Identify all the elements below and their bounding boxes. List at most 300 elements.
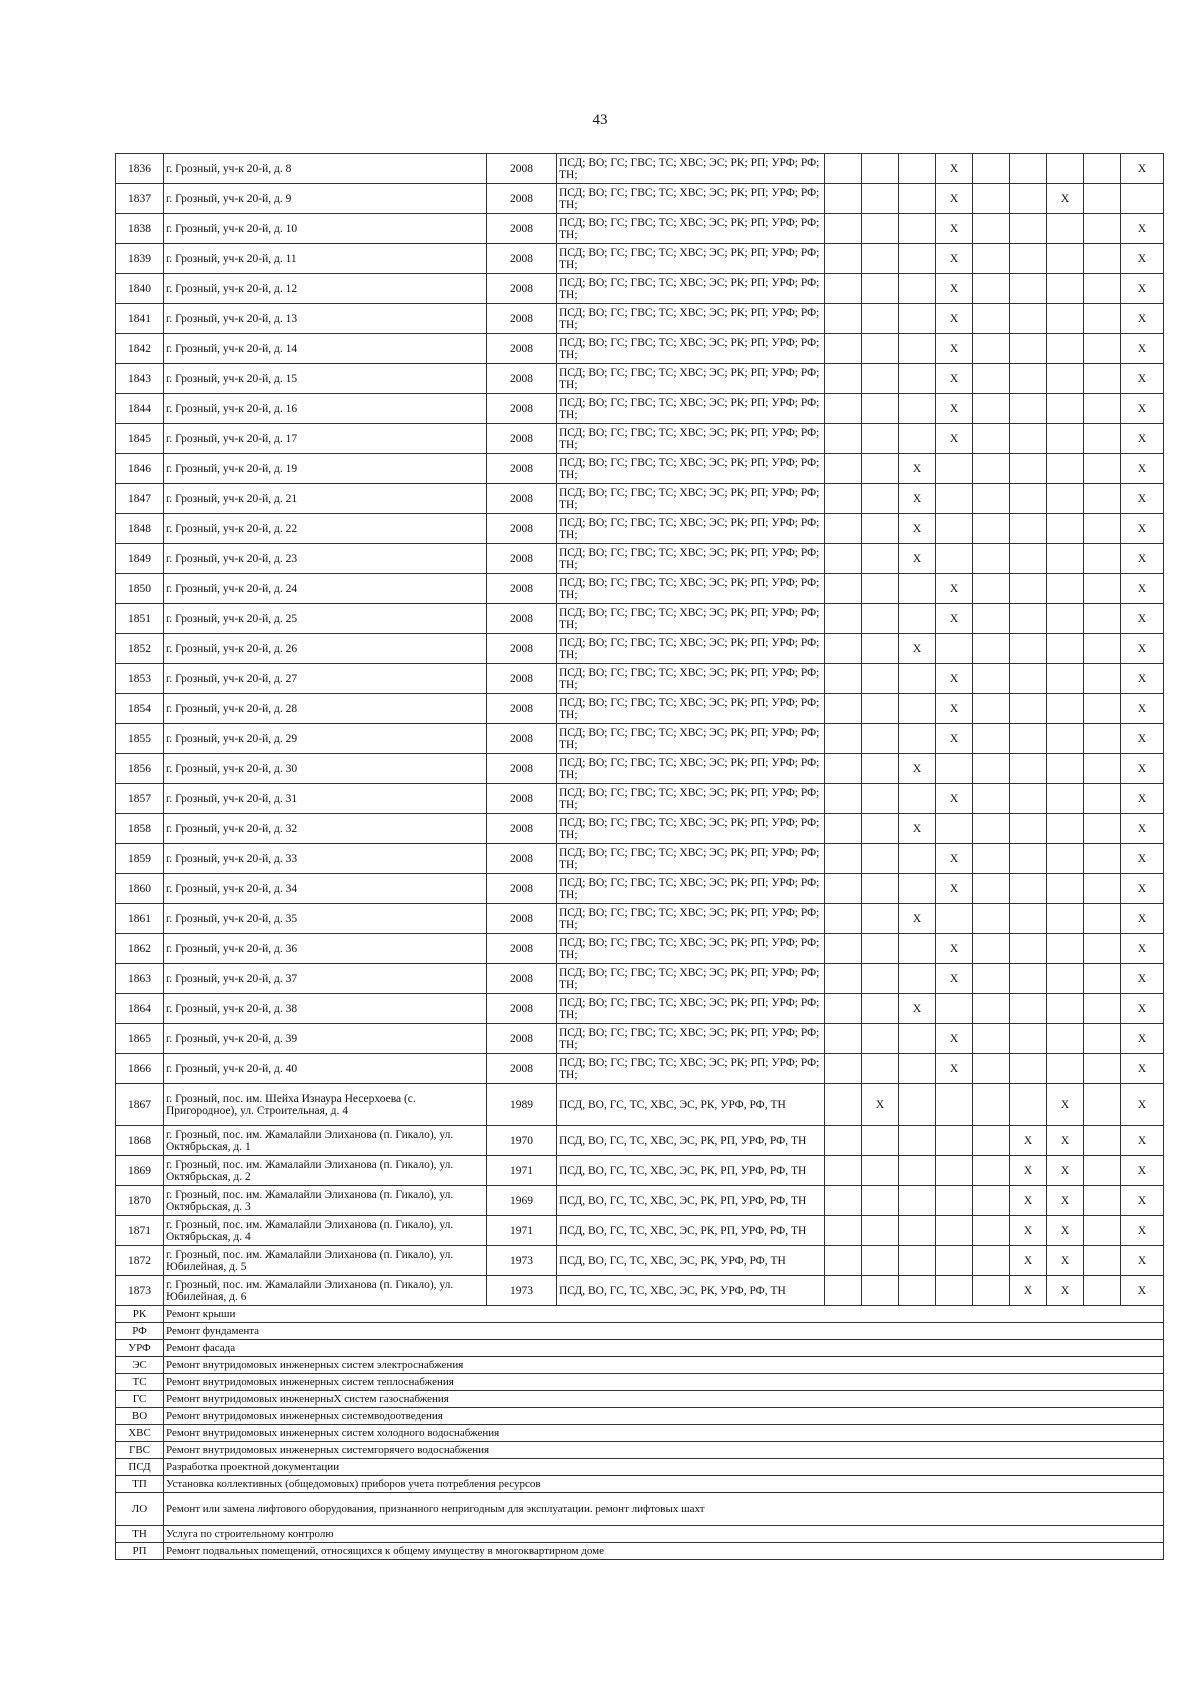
- legend-code: ТП: [116, 1476, 164, 1493]
- mark-cell: [1010, 304, 1047, 334]
- mark-cell: X: [936, 964, 973, 994]
- works-cell: ПСД; ВО; ГС; ГВС; ТС; ХВС; ЭС; РК; РП; УРФ; РФ; ТН;: [557, 454, 825, 484]
- year-cell: 1973: [487, 1276, 557, 1306]
- mark-cell: [1047, 364, 1084, 394]
- table-row: [116, 274, 1164, 304]
- row-number: 1853: [116, 664, 164, 694]
- mark-cell: X: [936, 694, 973, 724]
- mark-cell: [862, 814, 899, 844]
- mark-cell: [1084, 1126, 1121, 1156]
- address-cell: г. Грозный, уч-к 20-й, д. 15: [164, 364, 487, 394]
- address-cell: г. Грозный, уч-к 20-й, д. 29: [164, 724, 487, 754]
- year-cell: 1970: [487, 1126, 557, 1156]
- mark-cell: [973, 574, 1010, 604]
- mark-cell: [862, 1054, 899, 1084]
- mark-cell: [825, 1084, 862, 1126]
- address-cell: г. Грозный, уч-к 20-й, д. 25: [164, 604, 487, 634]
- mark-cell: [825, 1126, 862, 1156]
- mark-cell: [825, 1186, 862, 1216]
- mark-cell: X: [1121, 1156, 1164, 1186]
- mark-cell: [936, 904, 973, 934]
- mark-cell: [973, 424, 1010, 454]
- mark-cell: [1010, 514, 1047, 544]
- mark-cell: [899, 1246, 936, 1276]
- legend-code: РФ: [116, 1323, 164, 1340]
- mark-cell: [1084, 604, 1121, 634]
- table-row: [116, 994, 1164, 1024]
- mark-cell: [1047, 634, 1084, 664]
- mark-cell: [862, 904, 899, 934]
- mark-cell: [973, 634, 1010, 664]
- mark-cell: [973, 814, 1010, 844]
- mark-cell: X: [899, 994, 936, 1024]
- row-number: 1838: [116, 214, 164, 244]
- address-cell: г. Грозный, уч-к 20-й, д. 22: [164, 514, 487, 544]
- mark-cell: [825, 934, 862, 964]
- legend-code: РК: [116, 1306, 164, 1323]
- row-number: 1858: [116, 814, 164, 844]
- works-cell: ПСД; ВО; ГС; ГВС; ТС; ХВС; ЭС; РК; РП; УРФ; РФ; ТН;: [557, 304, 825, 334]
- year-cell: 2008: [487, 424, 557, 454]
- mark-cell: X: [1010, 1276, 1047, 1306]
- mark-cell: [973, 1246, 1010, 1276]
- mark-cell: X: [1121, 1216, 1164, 1246]
- mark-cell: [1084, 874, 1121, 904]
- mark-cell: [1010, 454, 1047, 484]
- mark-cell: X: [1121, 1054, 1164, 1084]
- mark-cell: [862, 754, 899, 784]
- row-number: 1855: [116, 724, 164, 754]
- mark-cell: X: [1047, 1186, 1084, 1216]
- mark-cell: X: [1047, 184, 1084, 214]
- legend-code: ЛО: [116, 1493, 164, 1526]
- mark-cell: [973, 934, 1010, 964]
- mark-cell: [1010, 874, 1047, 904]
- works-cell: ПСД; ВО; ГС; ГВС; ТС; ХВС; ЭС; РК; РП; УРФ; РФ; ТН;: [557, 724, 825, 754]
- mark-cell: [862, 184, 899, 214]
- address-cell: г. Грозный, уч-к 20-й, д. 11: [164, 244, 487, 274]
- row-number: 1845: [116, 424, 164, 454]
- mark-cell: X: [936, 574, 973, 604]
- address-cell: г. Грозный, уч-к 20-й, д. 26: [164, 634, 487, 664]
- mark-cell: [862, 664, 899, 694]
- mark-cell: [899, 1186, 936, 1216]
- mark-cell: [825, 964, 862, 994]
- mark-cell: X: [1010, 1126, 1047, 1156]
- mark-cell: [936, 1186, 973, 1216]
- mark-cell: [1010, 1054, 1047, 1084]
- legend-row: [116, 1357, 1164, 1374]
- mark-cell: [825, 154, 862, 184]
- mark-cell: [825, 754, 862, 784]
- mark-cell: [825, 1024, 862, 1054]
- table-row: [116, 964, 1164, 994]
- legend-text: Ремонт внутридомовых инженерных систем теплоснабжения: [164, 1374, 1164, 1391]
- row-number: 1843: [116, 364, 164, 394]
- mark-cell: [1084, 634, 1121, 664]
- mark-cell: [1084, 694, 1121, 724]
- row-number: 1854: [116, 694, 164, 724]
- legend-code: УРФ: [116, 1340, 164, 1357]
- year-cell: 2008: [487, 904, 557, 934]
- mark-cell: [1084, 754, 1121, 784]
- mark-cell: [825, 544, 862, 574]
- legend-text: Ремонт фасада: [164, 1340, 1164, 1357]
- mark-cell: [825, 1246, 862, 1276]
- row-number: 1864: [116, 994, 164, 1024]
- mark-cell: [862, 604, 899, 634]
- mark-cell: [825, 814, 862, 844]
- works-cell: ПСД; ВО; ГС; ГВС; ТС; ХВС; ЭС; РК; РП; УРФ; РФ; ТН;: [557, 334, 825, 364]
- row-number: 1865: [116, 1024, 164, 1054]
- address-cell: г. Грозный, уч-к 20-й, д. 37: [164, 964, 487, 994]
- mark-cell: X: [899, 754, 936, 784]
- mark-cell: [899, 1216, 936, 1246]
- row-number: 1851: [116, 604, 164, 634]
- mark-cell: X: [899, 634, 936, 664]
- legend-row: [116, 1543, 1164, 1560]
- works-cell: ПСД; ВО; ГС; ГВС; ТС; ХВС; ЭС; РК; РП; УРФ; РФ; ТН;: [557, 994, 825, 1024]
- year-cell: 1973: [487, 1246, 557, 1276]
- address-cell: г. Грозный, уч-к 20-й, д. 35: [164, 904, 487, 934]
- mark-cell: [862, 304, 899, 334]
- mark-cell: [1047, 424, 1084, 454]
- mark-cell: [1047, 154, 1084, 184]
- mark-cell: [1084, 994, 1121, 1024]
- mark-cell: [973, 1054, 1010, 1084]
- mark-cell: [973, 394, 1010, 424]
- mark-cell: [973, 1216, 1010, 1246]
- mark-cell: [1010, 664, 1047, 694]
- row-number: 1842: [116, 334, 164, 364]
- mark-cell: [825, 184, 862, 214]
- legend-text: Ремонт внутридомовых инженерных системводоотведения: [164, 1408, 1164, 1425]
- mark-cell: X: [1047, 1084, 1084, 1126]
- mark-cell: [1010, 904, 1047, 934]
- works-cell: ПСД; ВО; ГС; ГВС; ТС; ХВС; ЭС; РК; РП; УРФ; РФ; ТН;: [557, 274, 825, 304]
- mark-cell: X: [936, 184, 973, 214]
- table-row: [116, 214, 1164, 244]
- mark-cell: [899, 934, 936, 964]
- year-cell: 2008: [487, 574, 557, 604]
- mark-cell: [1047, 1054, 1084, 1084]
- mark-cell: [862, 1186, 899, 1216]
- mark-cell: [899, 604, 936, 634]
- mark-cell: [862, 964, 899, 994]
- mark-cell: [862, 1126, 899, 1156]
- mark-cell: [1010, 424, 1047, 454]
- legend-row: [116, 1408, 1164, 1425]
- works-cell: ПСД; ВО; ГС; ГВС; ТС; ХВС; ЭС; РК; РП; УРФ; РФ; ТН;: [557, 694, 825, 724]
- mark-cell: [899, 394, 936, 424]
- mark-cell: [936, 484, 973, 514]
- mark-cell: X: [1121, 724, 1164, 754]
- mark-cell: X: [1121, 814, 1164, 844]
- mark-cell: [1047, 784, 1084, 814]
- address-cell: г. Грозный, пос. им. Жамалайли Элиханова (п. Гикало), ул. Октябрьская, д. 3: [164, 1186, 487, 1216]
- mark-cell: [1084, 514, 1121, 544]
- row-number: 1856: [116, 754, 164, 784]
- mark-cell: [936, 1276, 973, 1306]
- mark-cell: [973, 1276, 1010, 1306]
- mark-cell: [973, 1084, 1010, 1126]
- mark-cell: X: [1121, 484, 1164, 514]
- mark-cell: X: [1121, 1084, 1164, 1126]
- year-cell: 2008: [487, 724, 557, 754]
- legend-code: ГВС: [116, 1442, 164, 1459]
- mark-cell: [862, 1156, 899, 1186]
- mark-cell: X: [1121, 214, 1164, 244]
- row-number: 1868: [116, 1126, 164, 1156]
- mark-cell: X: [1121, 904, 1164, 934]
- mark-cell: [1084, 964, 1121, 994]
- works-cell: ПСД; ВО; ГС; ГВС; ТС; ХВС; ЭС; РК; РП; УРФ; РФ; ТН;: [557, 964, 825, 994]
- mark-cell: [1010, 784, 1047, 814]
- mark-cell: [973, 754, 1010, 784]
- row-number: 1839: [116, 244, 164, 274]
- mark-cell: [1010, 214, 1047, 244]
- works-cell: ПСД; ВО; ГС; ГВС; ТС; ХВС; ЭС; РК; РП; УРФ; РФ; ТН;: [557, 184, 825, 214]
- mark-cell: X: [936, 334, 973, 364]
- table-row: [116, 1156, 1164, 1186]
- works-cell: ПСД; ВО; ГС; ГВС; ТС; ХВС; ЭС; РК; РП; УРФ; РФ; ТН;: [557, 1024, 825, 1054]
- year-cell: 2008: [487, 844, 557, 874]
- mark-cell: [862, 424, 899, 454]
- mark-cell: [899, 694, 936, 724]
- mark-cell: [1084, 334, 1121, 364]
- mark-cell: [825, 694, 862, 724]
- mark-cell: X: [1121, 574, 1164, 604]
- mark-cell: [899, 334, 936, 364]
- mark-cell: [1010, 844, 1047, 874]
- mark-cell: X: [1121, 514, 1164, 544]
- mark-cell: [936, 994, 973, 1024]
- mark-cell: X: [1010, 1156, 1047, 1186]
- address-cell: г. Грозный, уч-к 20-й, д. 9: [164, 184, 487, 214]
- mark-cell: [973, 244, 1010, 274]
- mark-cell: X: [1121, 934, 1164, 964]
- mark-cell: [936, 814, 973, 844]
- year-cell: 2008: [487, 634, 557, 664]
- mark-cell: [862, 784, 899, 814]
- legend-row: [116, 1391, 1164, 1408]
- address-cell: г. Грозный, уч-к 20-й, д. 33: [164, 844, 487, 874]
- mark-cell: [862, 1246, 899, 1276]
- mark-cell: [1010, 574, 1047, 604]
- mark-cell: [1084, 454, 1121, 484]
- legend-text: Разработка проектной документации: [164, 1459, 1164, 1476]
- mark-cell: [1047, 574, 1084, 604]
- mark-cell: X: [899, 454, 936, 484]
- mark-cell: X: [936, 934, 973, 964]
- table-row: [116, 454, 1164, 484]
- mark-cell: [936, 1216, 973, 1246]
- mark-cell: [1047, 274, 1084, 304]
- row-number: 1859: [116, 844, 164, 874]
- legend-row: [116, 1476, 1164, 1493]
- mark-cell: X: [1121, 844, 1164, 874]
- mark-cell: X: [1121, 154, 1164, 184]
- year-cell: 2008: [487, 154, 557, 184]
- mark-cell: X: [899, 814, 936, 844]
- address-cell: г. Грозный, уч-к 20-й, д. 36: [164, 934, 487, 964]
- mark-cell: [862, 694, 899, 724]
- row-number: 1847: [116, 484, 164, 514]
- address-cell: г. Грозный, уч-к 20-й, д. 13: [164, 304, 487, 334]
- mark-cell: X: [899, 904, 936, 934]
- mark-cell: [1084, 934, 1121, 964]
- works-cell: ПСД; ВО; ГС; ГВС; ТС; ХВС; ЭС; РК; РП; УРФ; РФ; ТН;: [557, 1054, 825, 1084]
- works-cell: ПСД; ВО; ГС; ГВС; ТС; ХВС; ЭС; РК; РП; УРФ; РФ; ТН;: [557, 784, 825, 814]
- mark-cell: X: [936, 844, 973, 874]
- mark-cell: X: [1047, 1156, 1084, 1186]
- mark-cell: [862, 874, 899, 904]
- row-number: 1869: [116, 1156, 164, 1186]
- mark-cell: X: [1121, 1024, 1164, 1054]
- table-row: [116, 1246, 1164, 1276]
- mark-cell: [899, 424, 936, 454]
- mark-cell: [973, 964, 1010, 994]
- mark-cell: X: [899, 544, 936, 574]
- mark-cell: [936, 1084, 973, 1126]
- table-row: [116, 634, 1164, 664]
- mark-cell: [1010, 484, 1047, 514]
- address-cell: г. Грозный, пос. им. Жамалайли Элиханова (п. Гикало), ул. Юбилейная, д. 6: [164, 1276, 487, 1306]
- year-cell: 2008: [487, 184, 557, 214]
- mark-cell: [825, 334, 862, 364]
- mark-cell: [825, 214, 862, 244]
- works-cell: ПСД; ВО; ГС; ГВС; ТС; ХВС; ЭС; РК; РП; УРФ; РФ; ТН;: [557, 424, 825, 454]
- mark-cell: [825, 574, 862, 604]
- page-number: 43: [592, 112, 608, 128]
- mark-cell: [862, 934, 899, 964]
- mark-cell: [862, 634, 899, 664]
- table-row: [116, 1186, 1164, 1216]
- table-row: [116, 304, 1164, 334]
- mark-cell: [862, 994, 899, 1024]
- works-cell: ПСД; ВО; ГС; ГВС; ТС; ХВС; ЭС; РК; РП; УРФ; РФ; ТН;: [557, 244, 825, 274]
- mark-cell: [1047, 994, 1084, 1024]
- address-cell: г. Грозный, уч-к 20-й, д. 16: [164, 394, 487, 424]
- legend-code: ЭС: [116, 1357, 164, 1374]
- mark-cell: [899, 304, 936, 334]
- mark-cell: X: [1047, 1126, 1084, 1156]
- address-cell: г. Грозный, уч-к 20-й, д. 30: [164, 754, 487, 784]
- legend-row: [116, 1526, 1164, 1543]
- mark-cell: [973, 184, 1010, 214]
- mark-cell: [1084, 1216, 1121, 1246]
- mark-cell: [1010, 1084, 1047, 1126]
- table-row: [116, 1084, 1164, 1126]
- mark-cell: [899, 1276, 936, 1306]
- mark-cell: [899, 184, 936, 214]
- year-cell: 2008: [487, 454, 557, 484]
- row-number: 1836: [116, 154, 164, 184]
- year-cell: 2008: [487, 604, 557, 634]
- mark-cell: [825, 1156, 862, 1186]
- legend-code: ТС: [116, 1374, 164, 1391]
- works-cell: ПСД, ВО, ГС, ТС, ХВС, ЭС, РК, РП, УРФ, РФ, ТН: [557, 1156, 825, 1186]
- mark-cell: [973, 1024, 1010, 1054]
- address-cell: г. Грозный, пос. им. Шейха Изнаура Несерхоева (с. Пригородное), ул. Строительная, д. 4: [164, 1084, 487, 1126]
- works-cell: ПСД; ВО; ГС; ГВС; ТС; ХВС; ЭС; РК; РП; УРФ; РФ; ТН;: [557, 904, 825, 934]
- mark-cell: [973, 724, 1010, 754]
- year-cell: 2008: [487, 784, 557, 814]
- mark-cell: [1084, 364, 1121, 394]
- mark-cell: X: [899, 484, 936, 514]
- row-number: 1871: [116, 1216, 164, 1246]
- works-cell: ПСД; ВО; ГС; ГВС; ТС; ХВС; ЭС; РК; РП; УРФ; РФ; ТН;: [557, 844, 825, 874]
- mark-cell: [899, 1024, 936, 1054]
- row-number: 1849: [116, 544, 164, 574]
- works-cell: ПСД; ВО; ГС; ГВС; ТС; ХВС; ЭС; РК; РП; УРФ; РФ; ТН;: [557, 154, 825, 184]
- mark-cell: [825, 394, 862, 424]
- mark-cell: X: [936, 244, 973, 274]
- mark-cell: X: [1121, 694, 1164, 724]
- mark-cell: [899, 574, 936, 604]
- mark-cell: X: [936, 724, 973, 754]
- year-cell: 2008: [487, 364, 557, 394]
- table-row: [116, 154, 1164, 184]
- legend-row: [116, 1442, 1164, 1459]
- mark-cell: [1084, 1276, 1121, 1306]
- row-number: 1837: [116, 184, 164, 214]
- year-cell: 2008: [487, 304, 557, 334]
- mark-cell: X: [1121, 544, 1164, 574]
- mark-cell: [1047, 724, 1084, 754]
- mark-cell: [899, 1084, 936, 1126]
- mark-cell: [1084, 304, 1121, 334]
- legend-text: Ремонт внутридомовых инженерных системгорячего водоснабжения: [164, 1442, 1164, 1459]
- mark-cell: [1084, 1186, 1121, 1216]
- row-number: 1860: [116, 874, 164, 904]
- row-number: 1857: [116, 784, 164, 814]
- mark-cell: [1010, 814, 1047, 844]
- mark-cell: X: [1121, 1126, 1164, 1156]
- mark-cell: X: [936, 364, 973, 394]
- mark-cell: [899, 964, 936, 994]
- table-row: [116, 184, 1164, 214]
- mark-cell: [1084, 784, 1121, 814]
- address-cell: г. Грозный, пос. им. Жамалайли Элиханова (п. Гикало), ул. Октябрьская, д. 2: [164, 1156, 487, 1186]
- mark-cell: [973, 604, 1010, 634]
- table-row: [116, 814, 1164, 844]
- works-cell: ПСД; ВО; ГС; ГВС; ТС; ХВС; ЭС; РК; РП; УРФ; РФ; ТН;: [557, 604, 825, 634]
- mark-cell: [1084, 664, 1121, 694]
- works-cell: ПСД; ВО; ГС; ГВС; ТС; ХВС; ЭС; РК; РП; УРФ; РФ; ТН;: [557, 574, 825, 604]
- mark-cell: [973, 334, 1010, 364]
- mark-cell: [1010, 394, 1047, 424]
- legend-row: [116, 1374, 1164, 1391]
- mark-cell: [973, 844, 1010, 874]
- address-cell: г. Грозный, уч-к 20-й, д. 34: [164, 874, 487, 904]
- mark-cell: [1084, 214, 1121, 244]
- year-cell: 2008: [487, 1024, 557, 1054]
- mark-cell: [862, 1276, 899, 1306]
- table-row: [116, 664, 1164, 694]
- works-cell: ПСД; ВО; ГС; ГВС; ТС; ХВС; ЭС; РК; РП; УРФ; РФ; ТН;: [557, 214, 825, 244]
- mark-cell: X: [1010, 1216, 1047, 1246]
- row-number: 1870: [116, 1186, 164, 1216]
- row-number: 1861: [116, 904, 164, 934]
- mark-cell: [973, 1186, 1010, 1216]
- mark-cell: X: [1121, 364, 1164, 394]
- mark-cell: [1047, 244, 1084, 274]
- mark-cell: [973, 694, 1010, 724]
- table-row: [116, 1054, 1164, 1084]
- mark-cell: X: [1121, 994, 1164, 1024]
- year-cell: 2008: [487, 874, 557, 904]
